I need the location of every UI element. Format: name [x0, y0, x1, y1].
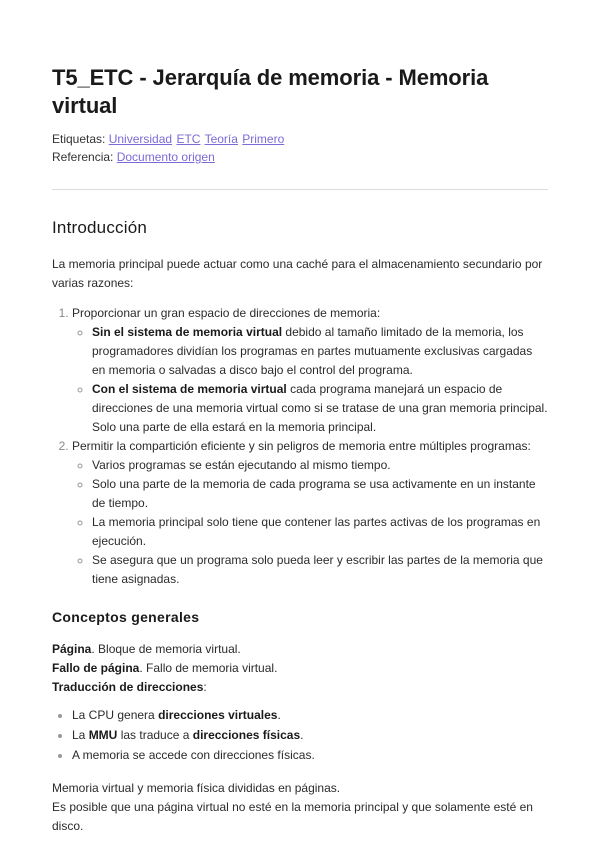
- definitions: [52, 640, 548, 697]
- tags-row: [52, 130, 548, 148]
- list-item: 2. Permitir la compartición eficiente y sin peligros de memoria entre múltiples programas: ◦ Varios programas se están ejecutando al mismo tiempo. ◦ Solo una parte de la memoria de cada programa se usa activamente en un instante de tiempo. ◦ La memoria principal solo tiene que contener las partes activas de los programas en ejecución. ◦ Se asegura que un programa solo pueda leer y escribir las partes de la memoria que tiene asignadas.: [72, 437, 548, 589]
- list-item: • A memoria se accede con direcciones físicas.: [72, 745, 548, 765]
- tag-link[interactable]: Teoría: [204, 132, 238, 146]
- definition-row: Página. Bloque de memoria virtual.: [52, 642, 241, 656]
- source-document-link[interactable]: Documento origen: [116, 150, 215, 164]
- tags-label: Etiquetas:: [52, 132, 106, 146]
- sub-list: [72, 456, 548, 589]
- list-item: • La CPU genera direcciones virtuales.: [72, 705, 548, 725]
- list-item: 1. Proporcionar un gran espacio de direcciones de memoria: ◦ Sin el sistema de memoria virtual debido al tamaño limitado de la memoria, los programadores dividían los programas en partes mutuamente exclusivas cargadas en memoria o salvadas a disco bajo el control del programa. ◦ Con el sistema de memoria virtual cada programa manejará un espacio de direcciones de una memoria virtual como si se tratase de una gran memoria principal. Solo una parte de ella estará en la memoria principal.: [72, 304, 548, 437]
- list-item: ◦ Solo una parte de la memoria de cada programa se usa activamente en un instante de tiempo.: [92, 475, 548, 513]
- sub-list: [72, 323, 548, 437]
- definition-row: Fallo de página. Fallo de memoria virtual.: [52, 661, 278, 675]
- definition-row: Traducción de direcciones:: [52, 680, 207, 694]
- tag-link[interactable]: Primero: [242, 132, 285, 146]
- paragraph: Memoria virtual y memoria física divididas en páginas.: [52, 781, 341, 795]
- reference-label: Referencia:: [52, 150, 114, 164]
- reference-row: [52, 148, 548, 166]
- page-title: T5_ETC - Jerarquía de memoria - Memoria virtual: [52, 65, 489, 118]
- translation-list: [52, 705, 548, 765]
- metadata: [52, 130, 548, 166]
- list-item: • La MMU las traduce a direcciones físicas.: [72, 725, 548, 745]
- list-item: ◦ Se asegura que un programa solo pueda leer y escribir las partes de la memoria que tiene asignadas.: [92, 551, 548, 589]
- divider: [52, 189, 548, 190]
- tag-link[interactable]: ETC: [176, 132, 201, 146]
- section-heading-introduccion: Introducción: [52, 218, 148, 237]
- intro-paragraph: La memoria principal puede actuar como una caché para el almacenamiento secundario por varias razones:: [52, 257, 543, 290]
- list-item: ◦ Varios programas se están ejecutando al mismo tiempo.: [92, 456, 548, 475]
- tag-link[interactable]: Universidad: [108, 132, 173, 146]
- list-item: ◦ La memoria principal solo tiene que contener las partes activas de los programas en ejecución.: [92, 513, 548, 551]
- section-heading-conceptos: Conceptos generales: [52, 609, 200, 625]
- list-item: ◦ Con el sistema de memoria virtual cada programa manejará un espacio de direcciones de una memoria virtual como si se tratase de una gran memoria principal. Solo una parte de ella estará en la memoria principal.: [92, 380, 548, 437]
- closing-text: [52, 779, 548, 836]
- paragraph: Es posible que una página virtual no esté en la memoria principal y que solamente esté en disco.: [52, 800, 533, 833]
- list-item: ◦ Sin el sistema de memoria virtual debido al tamaño limitado de la memoria, los programadores dividían los programas en partes mutuamente exclusivas cargadas en memoria o salvadas a disco bajo el control del programa.: [92, 323, 548, 380]
- reasons-list: [52, 304, 548, 589]
